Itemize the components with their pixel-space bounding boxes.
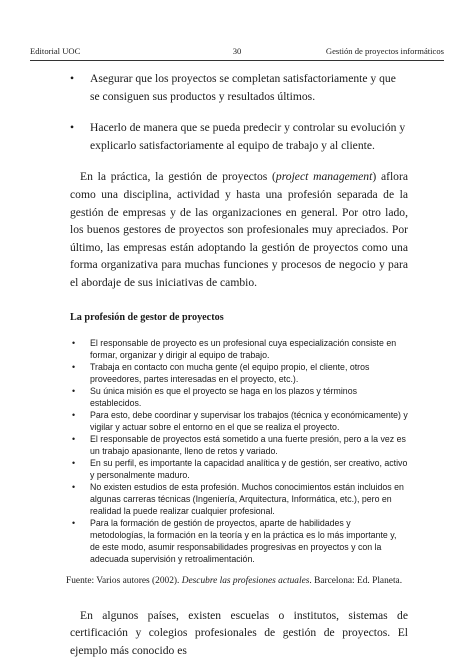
paragraph-text: En la práctica, la gestión de proyectos (: [80, 170, 276, 184]
paragraph-text: ) aflora como una disciplina, actividad y hasta una profesión separada de la gestión de empresas y de las organizaciones en general. Por otro lado, los buenos gestores de proyectos son profesionales muy apreciados. Por último, las empresas están adoptando la gestión de proyectos como una forma organizativa para muchas funciones y procesos de negocio y para el abordaje de sus iniciativas de cambio.: [70, 170, 408, 289]
bullet-icon: •: [70, 72, 75, 85]
list-item-text: Para esto, debe coordinar y supervisar los trabajos (técnica y económicamente) y vigilar y actuar sobre el entorno en el que se realiza el proyecto.: [90, 409, 408, 432]
citation-italic-title: Descubre las profesiones actuales: [181, 575, 310, 586]
bullet-icon: •: [72, 517, 76, 528]
body-paragraph: En algunos países, existen escuelas o institutos, sistemas de certificación y colegios profesionales de gestión de proyectos. El ejemplo más conocido es: [70, 608, 408, 657]
page-number: 30: [232, 46, 242, 56]
bullet-icon: •: [72, 409, 76, 420]
list-item: [70, 481, 408, 517]
citation-text: . Barcelona: Ed. Planeta.: [309, 575, 403, 586]
citation-text: Fuente: Varios autores (2002).: [66, 575, 182, 586]
bullet-icon: •: [72, 337, 76, 348]
list-item: [70, 337, 408, 361]
paragraph-italic-term: project management: [275, 170, 373, 184]
bullet-icon: •: [72, 481, 76, 492]
list-item-text: Trabaja en contacto con mucha gente (el equipo propio, el cliente, otros proveedores, partes interesadas en el proyecto, etc.).: [90, 361, 370, 384]
bullet-icon: •: [70, 121, 75, 135]
page-content: [66, 70, 408, 659]
header-book-title: Gestión de proyectos informáticos: [325, 46, 444, 56]
list-item-text: En su perfil, es importante la capacidad analítica y de gestión, ser creativo, activo y personalmente maduro.: [90, 457, 408, 480]
list-item-text: El responsable de proyecto es un profesional cuya especialización consiste en formar, organizar y dirigir al equipo de trabajo.: [90, 337, 397, 360]
list-item-text: El responsable de proyectos está sometido a una fuerte presión, pero a la vez es un trabajo apasionante, lleno de retos y variado.: [90, 433, 406, 456]
list-item-text: Para la formación de gestión de proyectos, aparte de habilidades y metodologías, la formación en la teoría y en la práctica es lo más importante y, de este modo, asumir responsabilidades progresivas en proyectos y con la adecuada supervisión y retroalimentación.: [90, 517, 397, 564]
list-item: [70, 361, 408, 385]
page-header: [30, 44, 444, 58]
top-bullet-list: [70, 70, 408, 154]
list-item: [70, 70, 408, 105]
list-item: [70, 409, 408, 433]
list-item-text: Su única misión es que el proyecto se haga en los plazos y términos establecidos.: [90, 385, 357, 408]
header-publisher: Editorial UOC: [30, 46, 81, 56]
list-item: [70, 385, 408, 409]
list-item: [70, 517, 408, 565]
bullet-icon: •: [72, 361, 76, 372]
list-item: [70, 433, 408, 457]
source-citation: [66, 575, 408, 587]
box-title: La profesión de gestor de proyectos: [70, 311, 224, 323]
bullet-icon: •: [72, 433, 76, 444]
list-item-text: Hacerlo de manera que se pueda predecir y controlar su evolución y explicarlo satisfactoriamente al equipo de trabajo y al cliente.: [90, 121, 406, 152]
box-bullet-list: [70, 337, 408, 565]
header-rule: [30, 60, 444, 61]
list-item-text: No existen estudios de esta profesión. Muchos conocimientos están incluidos en algunas carreras técnicas (Ingeniería, Arquitectura, Informática, etc.), pero en realidad la puede realizar cualquier profesional.: [90, 481, 404, 516]
list-item: [70, 119, 408, 154]
bullet-icon: •: [72, 385, 76, 396]
body-paragraph: [70, 168, 408, 291]
list-item-text: Asegurar que los proyectos se completan satisfactoriamente y que se consiguen sus productos y resultados últimos.: [90, 72, 396, 103]
bullet-icon: •: [72, 457, 76, 468]
list-item: [70, 457, 408, 481]
